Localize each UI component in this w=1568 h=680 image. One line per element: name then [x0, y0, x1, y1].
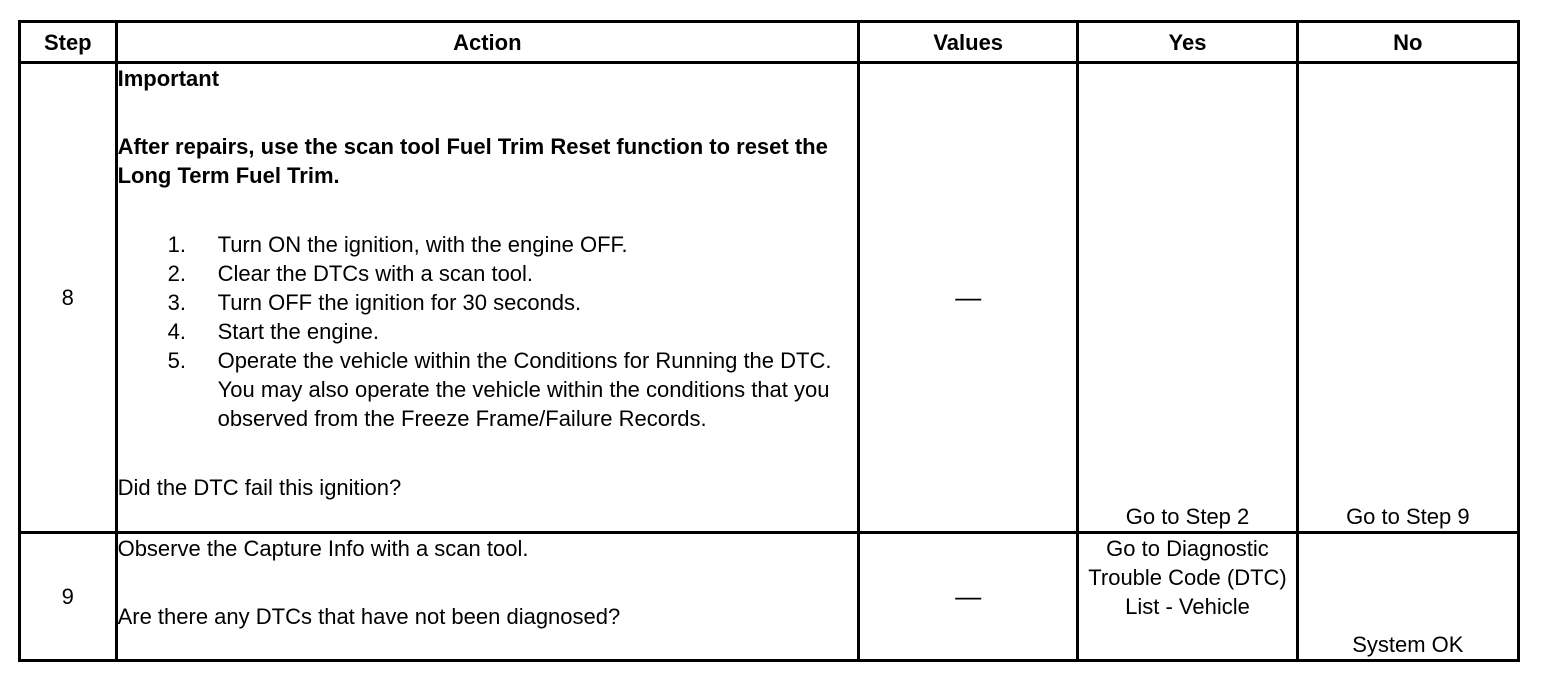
list-item-number: 1. — [167, 232, 186, 257]
diagnostic-table — [18, 20, 1520, 662]
list-item-text: Operate the vehicle within the Conditions for Running the DTC. You may also operate the vehicle within the conditions that you observed from the Freeze Frame/Failure Records. — [217, 348, 832, 431]
list-item-text: Start the engine. — [217, 319, 380, 344]
header-yes: Yes — [1078, 22, 1297, 63]
action-instruction: Observe the Capture Info with a scan tool. — [117, 536, 529, 561]
procedure-list — [118, 230, 857, 433]
action-cell — [116, 63, 858, 533]
values-cell: — — [859, 63, 1078, 533]
no-cell: System OK — [1297, 533, 1518, 661]
list-item-text: Turn ON the ignition, with the engine OFF. — [217, 232, 628, 257]
list-item-number: 3. — [167, 290, 186, 315]
list-item — [118, 317, 857, 346]
yes-cell: Go to Step 2 — [1078, 63, 1297, 533]
list-item-text: Clear the DTCs with a scan tool. — [217, 261, 534, 286]
action-cell — [116, 533, 858, 661]
header-row — [20, 22, 1519, 63]
list-item — [118, 230, 857, 259]
table-row-step-8 — [20, 63, 1519, 533]
table-row-step-9 — [20, 533, 1519, 661]
important-label: Important — [117, 66, 220, 91]
header-no: No — [1297, 22, 1518, 63]
list-item — [118, 346, 857, 433]
list-item-number: 4. — [167, 319, 186, 344]
values-cell: — — [859, 533, 1078, 661]
yes-cell: Go to Diagnostic Trouble Code (DTC) List - Vehicle — [1078, 533, 1297, 661]
step-number: 8 — [20, 63, 117, 533]
list-item-number: 2. — [167, 261, 186, 286]
question-text: Are there any DTCs that have not been diagnosed? — [117, 604, 621, 629]
step-number: 9 — [20, 533, 117, 661]
question-text: Did the DTC fail this ignition? — [117, 475, 402, 500]
list-item-text: Turn OFF the ignition for 30 seconds. — [217, 290, 582, 315]
header-action: Action — [116, 22, 858, 63]
no-cell: Go to Step 9 — [1297, 63, 1518, 533]
important-text: After repairs, use the scan tool Fuel Trim Reset function to reset the Long Term Fuel Trim. — [117, 134, 828, 188]
header-step: Step — [20, 22, 117, 63]
header-values: Values — [859, 22, 1078, 63]
list-item-number: 5. — [167, 348, 186, 373]
list-item — [118, 288, 857, 317]
list-item — [118, 259, 857, 288]
diagnostic-table-container — [18, 20, 1520, 662]
